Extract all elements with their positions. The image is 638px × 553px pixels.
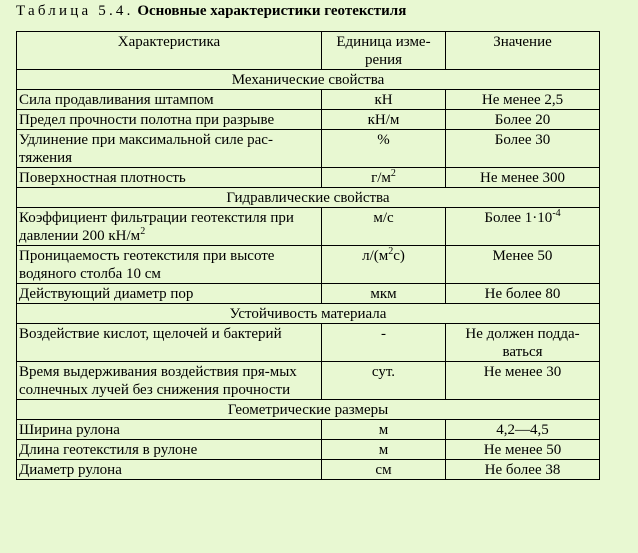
table-row	[17, 440, 600, 460]
characteristic-cell: Коэффициент фильтрации геотекстиля при давлении 200 $кН/м^2$	[17, 208, 322, 246]
unit-cell: %	[322, 130, 446, 168]
value-cell: Менее 50	[446, 246, 600, 284]
header-row	[17, 32, 600, 70]
table-row	[17, 90, 600, 110]
value-cell: Более $1\cdot 10^{-4}$	[446, 208, 600, 246]
section-title: Гидравлические свойства	[17, 188, 600, 208]
characteristic-cell: Время выдерживания воздействия пря-мых солнечных лучей без снижения прочности	[17, 362, 322, 400]
characteristic-cell: Сила продавливания штампом	[17, 90, 322, 110]
unit-cell: $г/м^2$	[322, 168, 446, 188]
unit-cell: кН/м	[322, 110, 446, 130]
characteristic-cell: Длина геотекстиля в рулоне	[17, 440, 322, 460]
section-row	[17, 304, 600, 324]
section-title: Устойчивость материала	[17, 304, 600, 324]
value-cell: Не должен подда-ваться	[446, 324, 600, 362]
table-row	[17, 208, 600, 246]
section-row	[17, 188, 600, 208]
table-caption	[16, 0, 406, 22]
value-cell: Не менее 30	[446, 362, 600, 400]
unit-cell: $л/(м^2с)$	[322, 246, 446, 284]
header-value: Значение	[446, 32, 600, 70]
unit-cell: м	[322, 420, 446, 440]
characteristic-cell: Удлинение при максимальной силе рас-тяжения	[17, 130, 322, 168]
table-row	[17, 130, 600, 168]
section-title: Геометрические размеры	[17, 400, 600, 420]
table-row	[17, 246, 600, 284]
table-number: Таблица 5.4.	[16, 3, 134, 19]
section-row	[17, 70, 600, 90]
header-characteristic: Характеристика	[17, 32, 322, 70]
table-row	[17, 362, 600, 400]
characteristic-cell: Проницаемость геотекстиля при высоте водяного столба 10 cм	[17, 246, 322, 284]
value-cell: Не менее 300	[446, 168, 600, 188]
value-cell: 4,2—4,5	[446, 420, 600, 440]
value-cell: Более 20	[446, 110, 600, 130]
table-row	[17, 420, 600, 440]
table-row	[17, 284, 600, 304]
unit-cell: см	[322, 460, 446, 480]
unit-cell: -	[322, 324, 446, 362]
unit-cell: сут.	[322, 362, 446, 400]
table-row	[17, 168, 600, 188]
characteristic-cell: Воздействие кислот, щелочей и бактерий	[17, 324, 322, 362]
characteristic-cell: Диаметр рулона	[17, 460, 322, 480]
table-row	[17, 460, 600, 480]
value-cell: Не более 38	[446, 460, 600, 480]
table-row	[17, 110, 600, 130]
unit-cell: кН	[322, 90, 446, 110]
value-cell: Не менее 2,5	[446, 90, 600, 110]
table-title: Основные характеристики геотекстиля	[137, 3, 407, 19]
value-cell: Не более 80	[446, 284, 600, 304]
section-row	[17, 400, 600, 420]
unit-cell: мкм	[322, 284, 446, 304]
section-title: Механические свойства	[17, 70, 600, 90]
geotextile-table	[16, 31, 600, 480]
characteristic-cell: Ширина рулона	[17, 420, 322, 440]
value-cell: Более 30	[446, 130, 600, 168]
unit-cell: м/с	[322, 208, 446, 246]
value-cell: Не менее 50	[446, 440, 600, 460]
table-row	[17, 324, 600, 362]
header-unit: Единица изме- рения	[322, 32, 446, 70]
characteristic-cell: Поверхностная плотность	[17, 168, 322, 188]
unit-cell: м	[322, 440, 446, 460]
characteristic-cell: Предел прочности полотна при разрыве	[17, 110, 322, 130]
characteristic-cell: Действующий диаметр пор	[17, 284, 322, 304]
